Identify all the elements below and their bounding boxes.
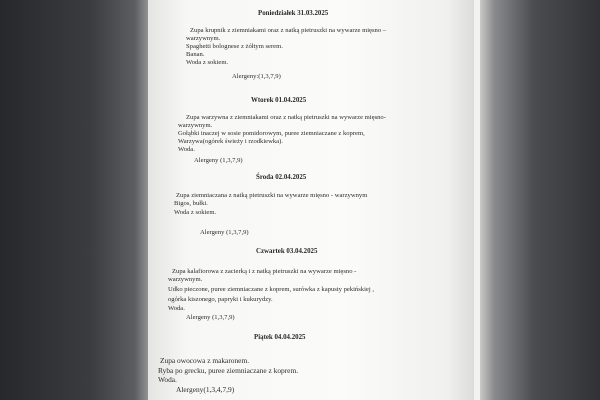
menu-line: Zupa kalafiorowa z zacierką i z natką pietruszki na wywarze mięsno - bbox=[172, 268, 357, 275]
menu-line: Woda z sokiem. bbox=[174, 209, 217, 216]
menu-line: Zupa krupnik z ziemniakami oraz z natką pietruszki na wywarze mięsno – bbox=[190, 27, 387, 34]
menu-line: Spaghetti bolognese z żółtym serem. bbox=[186, 43, 283, 50]
menu-line: Woda. bbox=[158, 375, 177, 384]
menu-line: ogórka kiszonego, papryki i kukurydzy. bbox=[168, 296, 273, 303]
allergens-note: Alergeny(1,3,4,7,9) bbox=[176, 385, 235, 394]
menu-line: Zupa ziemniaczana z natką pietruszki na wywarze mięsno - warzywnym bbox=[176, 192, 368, 199]
menu-line: Gołąbki inaczej w sosie pomidorowym, puree ziemniaczane z koprem, bbox=[178, 130, 365, 137]
menu-line: Warzywa(ogórek świeży i rzodkiewka). bbox=[178, 138, 283, 145]
menu-line: warzywnym. bbox=[168, 276, 203, 283]
menu-line: Bigos, bułki. bbox=[174, 200, 208, 207]
menu-line: warzywnym. bbox=[178, 122, 213, 129]
day-heading: Poniedziałek 31.03.2025 bbox=[258, 10, 329, 17]
day-heading: Piątek 04.04.2025 bbox=[254, 334, 306, 341]
allergens-note: Alergeny (1,3,7,9) bbox=[194, 157, 243, 164]
background-shadow-right bbox=[480, 0, 600, 400]
allergens-note: Alergeny (1,3,7,9) bbox=[186, 314, 235, 321]
allergens-note: Alergeny:(1,3,7,9) bbox=[232, 73, 281, 80]
day-heading: Wtorek 01.04.2025 bbox=[251, 97, 307, 104]
menu-line: Udko pieczone, puree ziemniaczane z koprem, surówka z kapusty pekińskiej , bbox=[168, 286, 374, 293]
menu-line: Banan. bbox=[186, 51, 205, 58]
menu-line: Woda. bbox=[168, 305, 185, 312]
menu-line: warzywnym. bbox=[186, 35, 221, 42]
menu-line: Woda z sokiem. bbox=[186, 59, 229, 66]
menu-line: Woda. bbox=[178, 146, 195, 153]
allergens-note: Alergeny (1,3,7,9) bbox=[200, 229, 249, 236]
day-heading: Środa 02.04.2025 bbox=[256, 174, 307, 181]
menu-line: Zupa warzywna z ziemniakami oraz z natką pietruszki na wywarze mięsno- bbox=[186, 114, 386, 121]
menu-line: Ryba po grecku, puree ziemniaczane z koprem. bbox=[158, 366, 299, 375]
day-heading: Czwartek 03.04.2025 bbox=[256, 248, 318, 255]
menu-page bbox=[148, 0, 474, 400]
background-shadow-left bbox=[0, 0, 150, 400]
menu-line: Zupa owocowa z makaronem. bbox=[160, 356, 250, 365]
